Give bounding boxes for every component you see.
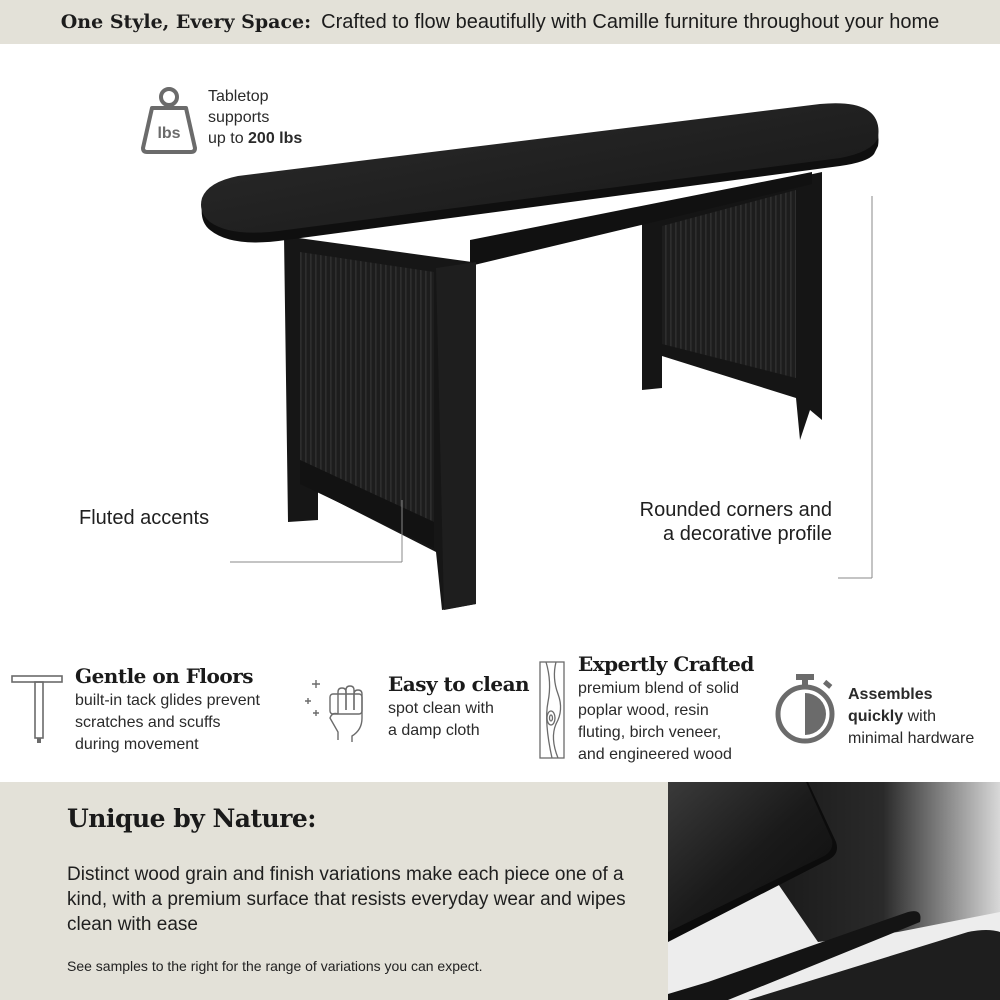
weight-line2: supports <box>208 109 270 126</box>
feature-desc-line: poplar wood, resin <box>578 702 709 719</box>
callout-fluted: Fluted accents <box>79 507 210 529</box>
finish-samples-image <box>668 782 1000 1000</box>
weight-line1: Tabletop <box>208 88 269 105</box>
hand-clean-icon <box>300 670 380 746</box>
feature-desc-line: premium blend of solid <box>578 680 739 697</box>
feature-title: Expertly Crafted <box>578 652 754 676</box>
weight-icon <box>140 86 198 154</box>
stopwatch-icon <box>772 672 838 744</box>
callout-rounded-line2: a decorative profile <box>663 523 832 545</box>
feature-desc-line: with <box>903 708 937 725</box>
weight-icon-label: lbs <box>157 125 181 142</box>
nature-paragraph: Distinct wood grain and finish variations make each piece one of a kind, with a premium surface that resists everyday wear and wipes clean with ease <box>67 864 626 935</box>
callout-rounded <box>596 498 832 546</box>
feature-desc-line: fluting, birch veneer, <box>578 724 722 741</box>
feature-title: Gentle on Floors <box>75 664 253 688</box>
feature-title: Easy to clean <box>388 672 530 696</box>
callout-rounded-line1: Rounded corners and <box>639 499 832 521</box>
nature-heading: Unique by Nature: <box>67 804 317 833</box>
feature-desc-line: a damp cloth <box>388 722 480 739</box>
feature-desc-line: built-in tack glides prevent <box>75 692 260 709</box>
banner-text: Crafted to flow beautifully with Camille furniture throughout your home <box>321 10 940 33</box>
unique-by-nature-panel <box>0 782 668 1000</box>
top-banner <box>0 0 1000 44</box>
banner-lead: One Style, Every Space: <box>60 11 312 33</box>
glide-icon <box>10 672 66 752</box>
feature-desc-line: scratches and scuffs <box>75 714 221 731</box>
feature-desc-line: spot clean with <box>388 700 494 717</box>
feature-bold: quickly <box>848 708 904 725</box>
features-row <box>0 652 1000 780</box>
weight-value: 200 lbs <box>248 130 303 147</box>
wood-grain-icon <box>538 660 568 760</box>
weight-line3-prefix: up to <box>208 130 249 147</box>
feature-desc-line: minimal hardware <box>848 730 975 747</box>
feature-desc-line: during movement <box>75 736 199 753</box>
feature-bold: Assembles <box>848 686 933 703</box>
nature-note: See samples to the right for the range of variations you can expect. <box>67 958 483 974</box>
feature-desc-line: and engineered wood <box>578 746 732 763</box>
weight-capacity <box>140 86 328 154</box>
